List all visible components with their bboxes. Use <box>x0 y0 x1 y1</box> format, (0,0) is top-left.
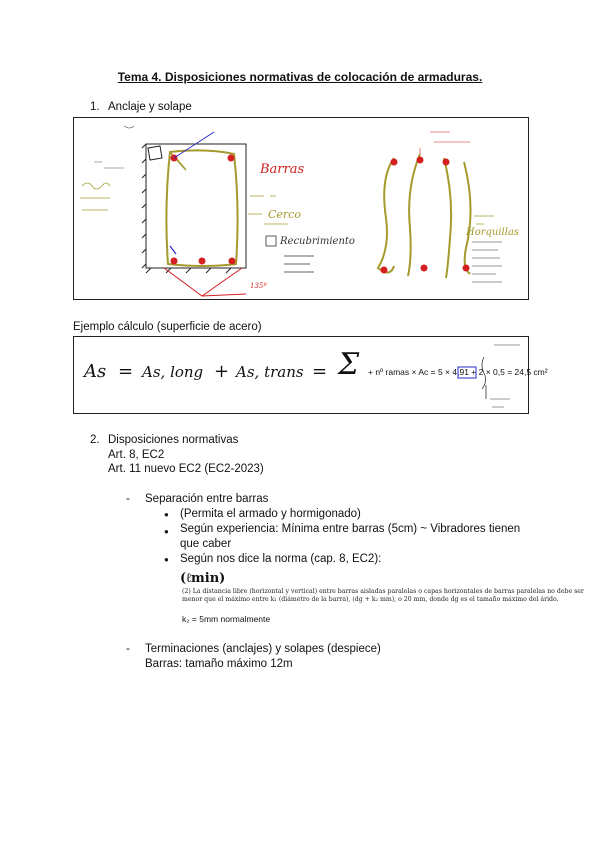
label-angle: 135º <box>250 282 267 290</box>
formula-plus: + <box>214 361 230 382</box>
formula-tail: + nº ramas × Ac = 5 × 4,91 + 2 × 0,5 = 24,5 cm² <box>368 367 548 377</box>
bullet-item: ● Según nos dice la norma (cap. 8, EC2): <box>180 553 381 565</box>
formula-term-trans: As, trans <box>236 363 304 381</box>
sub-1-dash: - <box>126 493 130 505</box>
k2-note: k₂ = 5mm normalmente <box>182 614 271 624</box>
formula-eq: = <box>118 361 134 382</box>
formula-eq-2: = <box>312 361 328 382</box>
bar-dot <box>391 159 398 166</box>
section-1-number: 1. <box>90 101 100 113</box>
section-2-heading: Disposiciones normativas <box>108 434 239 446</box>
section-2-line: Art. 8, EC2 <box>108 449 165 461</box>
label-barras: Barras <box>260 162 305 177</box>
formula-box <box>73 336 548 414</box>
section-1-heading: Anclaje y solape <box>108 101 192 113</box>
formula-lhs: As <box>84 361 107 382</box>
bar-dot <box>421 265 428 272</box>
bar-dot <box>228 155 235 162</box>
label-cerco: Cerco <box>268 208 301 221</box>
hairpin-bars <box>378 154 471 278</box>
sub-2-dash: - <box>126 643 130 655</box>
section-2-number: 2. <box>90 434 100 446</box>
sub-2-heading: Terminaciones (anclajes) y solapes (despiece) <box>145 643 381 655</box>
page-title: Tema 4. Disposiciones normativas de colocación de armaduras. <box>117 70 483 84</box>
bar-dot <box>229 258 236 265</box>
sub-2-line: Barras: tamaño máximo 12m <box>145 658 293 670</box>
symbol-lmin: (ℓmin) <box>180 571 226 586</box>
bar-dot <box>443 159 450 166</box>
sketch-box <box>73 117 529 300</box>
formula-annotations <box>454 337 528 413</box>
label-recubrimiento: Recubrimiento <box>280 236 355 247</box>
norm-quote: (2) La distancia libre (horizontal y vertical) entre barras aisladas paralelas o capas horizontales de barras paralelas no debe ser menor que el máximo entre k₁ (diámetro de la barra), (dg + k₂ mm), o 20 mm, donde dg es el tamaño máximo del árido. <box>182 588 584 603</box>
reinforcement-sketch <box>74 118 528 299</box>
bar-dot <box>463 265 470 272</box>
sub-1-heading: Separación entre barras <box>145 493 269 505</box>
bar-dot <box>417 157 424 164</box>
bullet-item: ● Según experiencia: Mínima entre barras (5cm) ~ Vibradores tienen que caber <box>180 522 540 552</box>
bullet-item: ● (Permita el armado y hormigonado) <box>180 508 361 520</box>
bar-dot <box>381 267 388 274</box>
section-outline <box>142 144 246 273</box>
label-horquillas: Horquillas <box>466 227 520 238</box>
formula-term-long: As, long <box>142 363 204 381</box>
bar-dot <box>171 258 178 265</box>
stirrup-line <box>166 150 237 266</box>
formula-sigma: Σ <box>338 347 360 382</box>
section-2-line: Art. 11 nuevo EC2 (EC2-2023) <box>108 463 264 475</box>
bar-dot <box>199 258 206 265</box>
example-heading: Ejemplo cálculo (superficie de acero) <box>73 321 262 333</box>
